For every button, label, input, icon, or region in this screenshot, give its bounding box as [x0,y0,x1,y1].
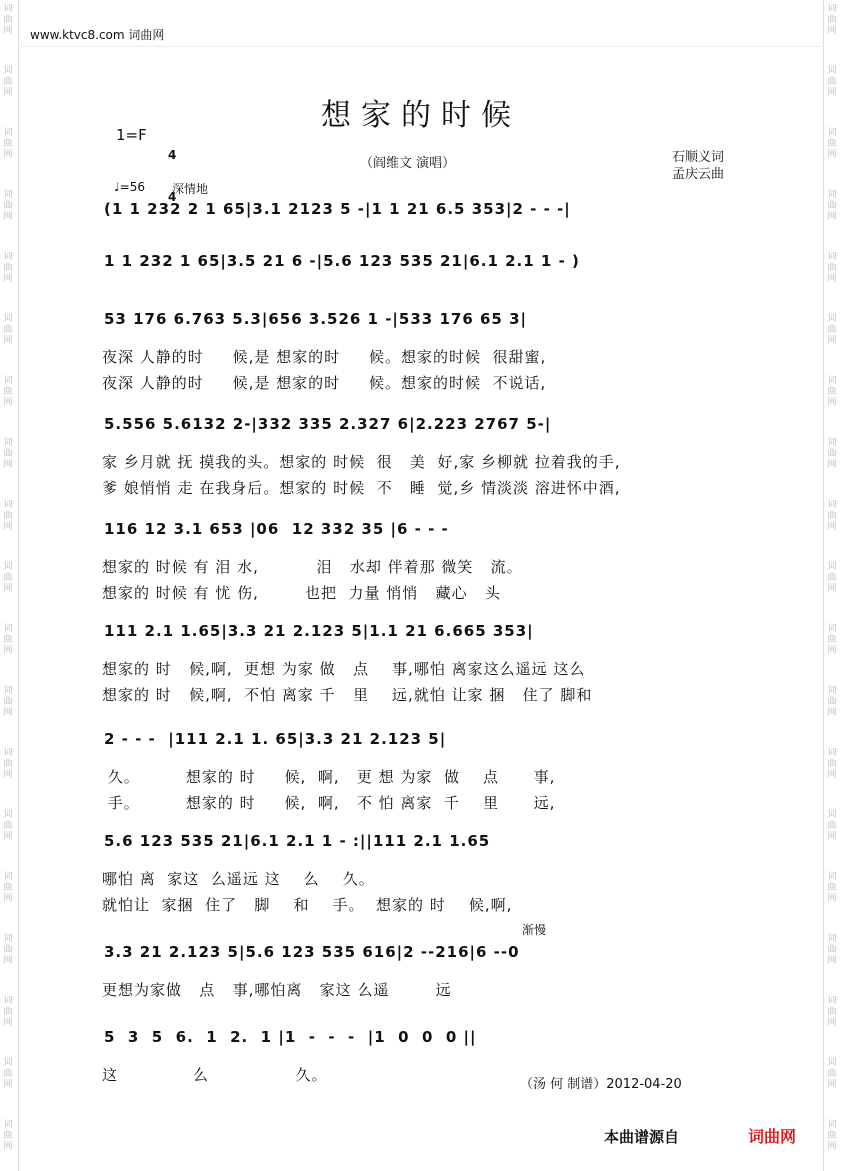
watermark-text: 词曲网 [827,66,837,98]
watermark-text: 词曲网 [827,562,837,594]
composer-credit: 孟庆云曲 [672,167,725,182]
lyric-line: 想家的 时 候,啊, 不怕 离家 千 里 远,就怕 让家 捆 住了 脚和 [102,686,593,704]
watermark-text: 词曲网 [827,686,837,718]
watermark-text: 词曲网 [3,748,13,780]
watermark-text: 词曲网 [827,1058,837,1090]
watermark-text: 词曲网 [827,748,837,780]
lyric-line: 想家的 时候 有 泪 水, 泪 水却 伴着那 微笑 流。 [102,558,523,576]
watermark-text: 词曲网 [827,190,837,222]
source-brand: 词曲网 [748,1127,797,1146]
watermark-text: 词曲网 [827,1120,837,1152]
watermark-text: 词曲网 [3,1058,13,1090]
watermark-text: 词曲网 [827,252,837,284]
watermark-text: 词曲网 [3,810,13,842]
left-watermark-strip [0,0,19,1171]
notation-line: 2 - - - |111 2.1 1. 65|3.3 21 2.123 5| [104,730,447,748]
watermark-text: 词曲网 [827,314,837,346]
notation-line: 53 176 6.763 5.3|656 3.526 1 -|533 176 65 3| [104,310,527,328]
watermark-text: 词曲网 [3,934,13,966]
watermark-text: 词曲网 [827,872,837,904]
watermark-text: 词曲网 [3,252,13,284]
lyric-line: 就怕让 家捆 住了 脚 和 手。 想家的 时 候,啊, [102,896,513,914]
lyric-line: 久。 想家的 时 候, 啊, 更 想 为家 做 点 事, [102,768,556,786]
notation-line: 5.556 5.6132 2-|332 335 2.327 6|2.223 2767 5-| [104,415,552,433]
lyric-line: 这 么 久。 [102,1066,328,1084]
transcriber-credit: （汤 何 制谱）2012-04-20 [520,1077,682,1092]
lyric-line: 夜深 人静的时 候,是 想家的时 候。想家的时候 很甜蜜, [102,348,547,366]
watermark-text: 词曲网 [827,4,837,36]
lyric-line: 夜深 人静的时 候,是 想家的时 候。想家的时候 不说话, [102,374,547,392]
watermark-text: 词曲网 [3,190,13,222]
source-prefix: 本曲谱源自 [604,1128,680,1146]
lyric-line: 家 乡月就 抚 摸我的头。想家的 时候 很 美 好,家 乡柳就 拉着我的手, [102,453,621,471]
watermark-text: 词曲网 [827,934,837,966]
watermark-text: 词曲网 [3,376,13,408]
watermark-text: 词曲网 [3,66,13,98]
singer-credit: （阎维文 演唱） [360,156,456,171]
notation-line: 5 3 5 6. 1 2. 1 |1 - - - |1 0 0 0 || [104,1028,477,1046]
lyric-line: 想家的 时 候,啊, 更想 为家 做 点 事,哪怕 离家这么遥远 这么 [102,660,586,678]
site-url: www.ktvc8.com 词曲网 [30,28,165,42]
time-sig-bottom: 4 [168,190,177,204]
watermark-text: 词曲网 [827,500,837,532]
right-watermark-strip [823,0,842,1171]
page-title: 想家的时候 [321,98,521,133]
notation-line: 116 12 3.1 653 |06 12 332 35 |6 - - - [104,520,449,538]
key-signature: 1=F [116,126,147,144]
watermark-text: 词曲网 [827,128,837,160]
notation-line: 3.3 21 2.123 5|5.6 123 535 616|2 --216|6 --0 [104,943,520,961]
watermark-text: 词曲网 [3,686,13,718]
notation-line: 111 2.1 1.65|3.3 21 2.123 5|1.1 21 6.665 353| [104,622,534,640]
notation-line: (1 1 232 2 1 65|3.1 2123 5 -|1 1 21 6.5 353|2 - - -| [104,200,571,218]
header-rule [18,46,824,47]
watermark-text: 词曲网 [3,996,13,1028]
watermark-text: 词曲网 [827,376,837,408]
watermark-text: 词曲网 [3,624,13,656]
watermark-text: 词曲网 [3,438,13,470]
watermark-text: 词曲网 [827,438,837,470]
lyric-line: 手。 想家的 时 候, 啊, 不 怕 离家 千 里 远, [102,794,556,812]
lyric-line: 想家的 时候 有 忧 伤, 也把 力量 悄悄 藏心 头 [102,584,501,602]
expression-marking: 深情地 [172,182,209,196]
notation-line: 1 1 232 1 65|3.5 21 6 -|5.6 123 535 21|6.1 2.1 1 - ) [104,252,580,270]
lyric-line: 哪怕 离 家这 么遥远 这 么 久。 [102,870,375,888]
watermark-text: 词曲网 [3,872,13,904]
time-sig-top: 4 [168,148,177,162]
watermark-text: 词曲网 [827,624,837,656]
lyricist-credit: 石顺义词 [672,150,725,165]
lyric-line: 更想为家做 点 事,哪怕离 家这 么遥 远 [102,981,452,999]
watermark-text: 词曲网 [827,810,837,842]
lyric-line: 爹 娘悄悄 走 在我身后。想家的 时候 不 睡 觉,乡 情淡淡 溶进怀中酒, [102,479,621,497]
watermark-text: 词曲网 [3,500,13,532]
watermark-text: 词曲网 [3,314,13,346]
watermark-text: 词曲网 [827,996,837,1028]
notation-line: 5.6 123 535 21|6.1 2.1 1 - :||111 2.1 1.65 [104,832,491,850]
watermark-text: 词曲网 [3,128,13,160]
watermark-text: 词曲网 [3,562,13,594]
watermark-text: 词曲网 [3,1120,13,1152]
watermark-text: 词曲网 [3,4,13,36]
tempo-change-marking: 渐慢 [522,923,547,937]
tempo-marking: ♩=56 [114,180,145,194]
